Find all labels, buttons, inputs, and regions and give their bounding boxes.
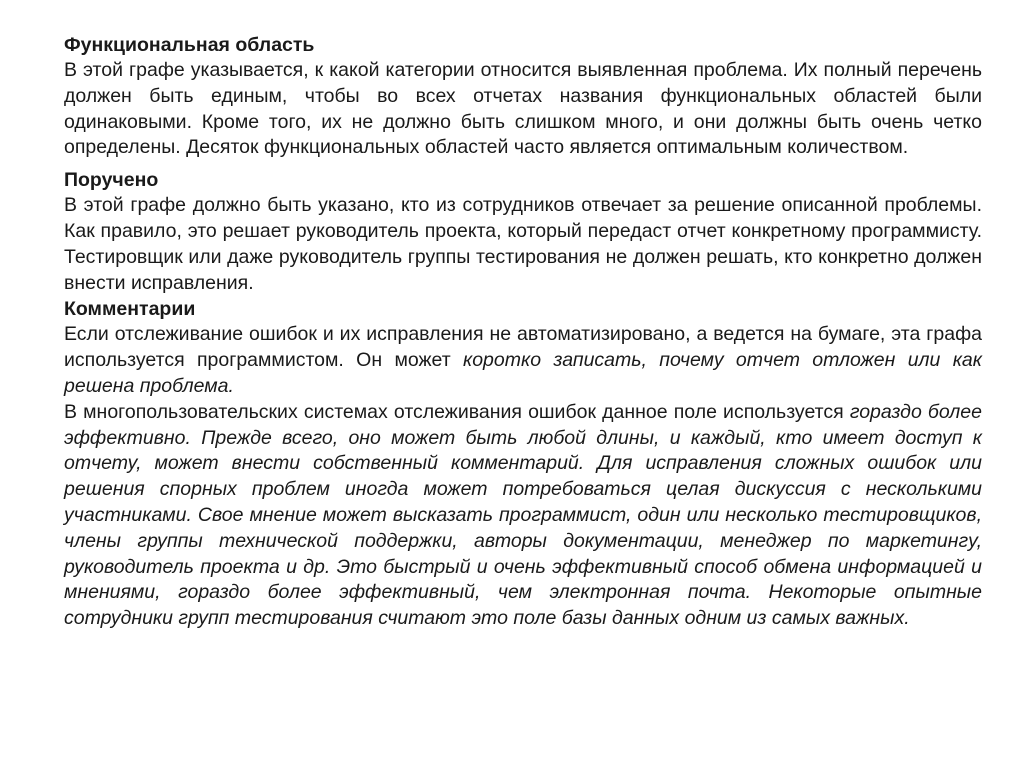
- section-heading: Комментарии: [64, 298, 196, 321]
- section-comments: [64, 297, 982, 632]
- paragraph-text: В многопользовательских системах отслеживания ошибок данное поле используется: [64, 400, 850, 423]
- section-heading: Поручено: [64, 169, 159, 192]
- section-paragraph: [64, 400, 982, 632]
- paragraph-text-italic: гораздо более эффективно. Прежде всего, оно может быть любой длины, и каждый, кто имеет доступ к отчету, может внести собственный комментарий. Для исправления сложных ошибок или решения спорных проблем иногда может потребоваться целая дискуссия с несколькими участниками. Свое мнение может высказать программист, один или несколько тестировщиков, члены группы технической поддержки, авторы документации, менеджер по маркетингу, руководитель проекта и др. Это быстрый и очень эффективный способ обмена информацией и мнениями, гораздо более эффективный, чем электронная почта. Некоторые опытные сотрудники групп тестирования считают это поле базы данных одним из самых важных.: [64, 400, 982, 630]
- paragraph-text: Если отслеживание ошибок и их исправления не автоматизировано, а ведется на бумаге, эта графа используется программистом. Он может: [64, 323, 982, 372]
- section-heading: Функциональная область: [64, 34, 315, 56]
- paragraph-text-italic: коротко записать, почему отчет отложен или как решена проблема.: [64, 349, 982, 397]
- section-paragraph: В этой графе должно быть указано, кто из сотрудников отвечает за решение описанной проблемы. Как правило, это решает руководитель проекта, который передаст отчет конкретному программисту. Тестировщик или даже руководитель группы тестирования не должен решать, кто конкретно должен внести исправления.: [64, 194, 982, 294]
- spacer: [64, 161, 982, 168]
- section-assigned: [64, 168, 982, 296]
- document-page: [64, 33, 982, 632]
- section-paragraph: [64, 322, 982, 399]
- section-functional-area: [64, 33, 982, 161]
- section-paragraph: В этой графе указывается, к какой категории относится выявленная проблема. Их полный перечень должен быть единым, чтобы во всех отчетах названия функциональных областей были одинаковыми. Кроме того, их не должно быть слишком много, и они должны быть очень четко определены. Десяток функциональных областей часто является оптимальным количеством.: [64, 59, 982, 159]
